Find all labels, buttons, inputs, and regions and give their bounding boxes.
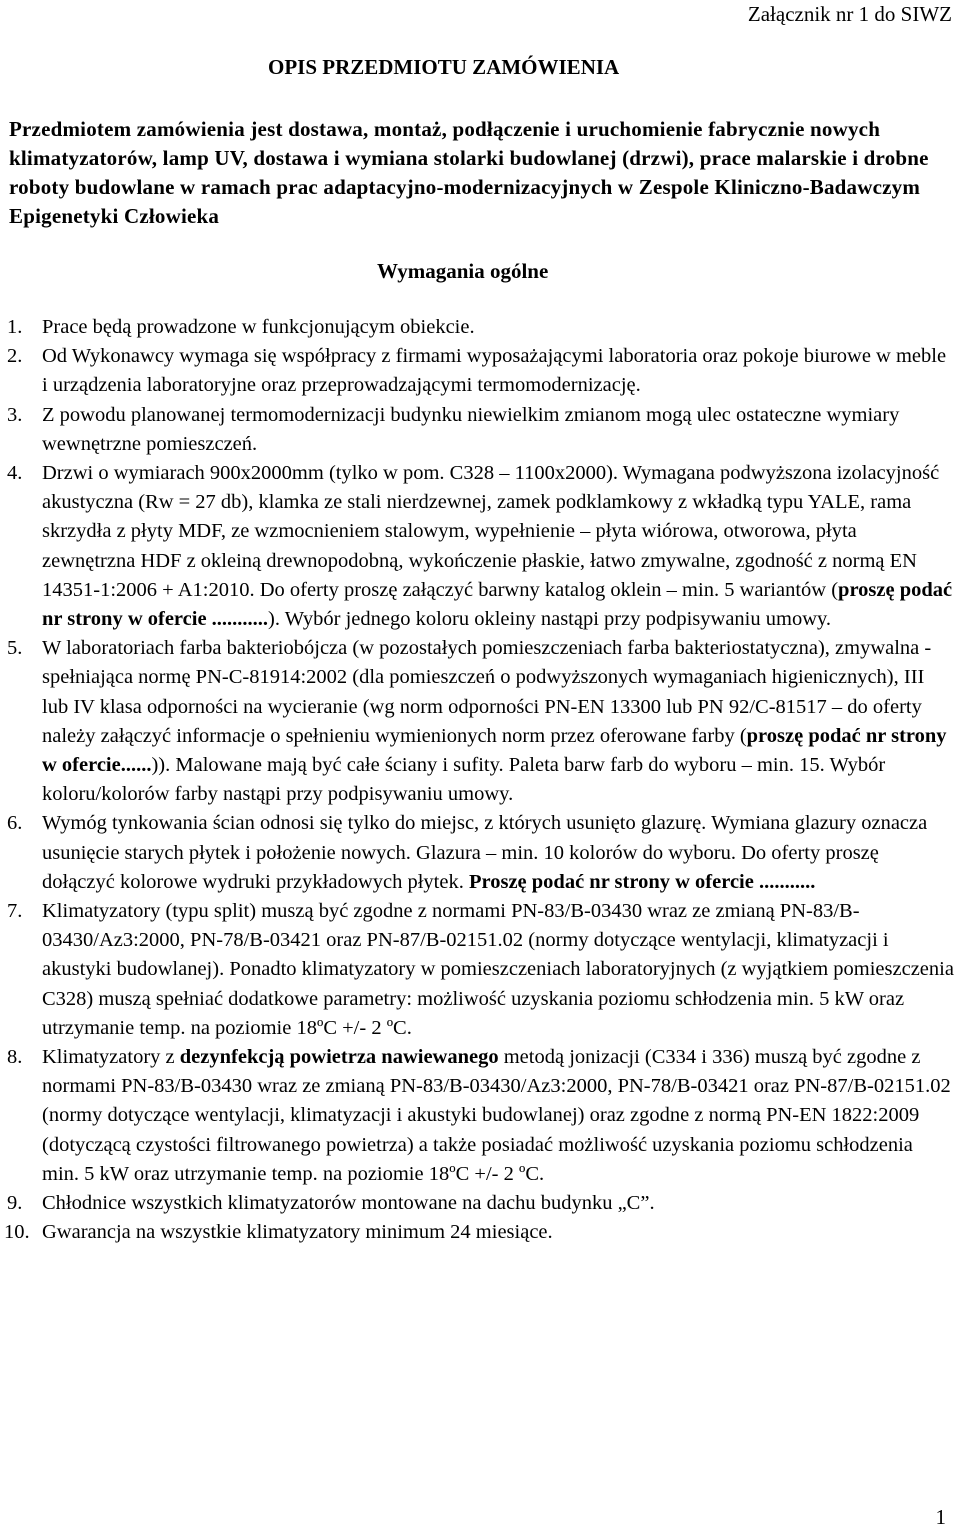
bold-text: proszę podać nr strony w ofercie...... <box>42 724 947 777</box>
requirement-number: 4. <box>7 462 23 485</box>
text-run: Klimatyzatory z <box>42 1046 180 1069</box>
requirement-item <box>0 342 955 400</box>
text-run: ). Wybór jednego koloru okleiny nastąpi przy podpisywaniu umowy. <box>268 608 832 631</box>
requirement-text <box>42 1043 955 1189</box>
annex-label: Załącznik nr 1 do SIWZ <box>747 2 952 26</box>
requirement-item <box>0 459 955 634</box>
requirement-text <box>42 634 955 809</box>
requirement-number: 7. <box>7 900 23 923</box>
bold-text: dezynfekcją powietrza nawiewanego <box>179 1046 499 1069</box>
requirement-item <box>0 809 955 897</box>
requirement-number: 3. <box>7 403 23 426</box>
text-run: Klimatyzatory (typu split) muszą być zgodne z normami PN-83/B-03430 wraz ze zmianą PN-83/B-03430/Az3:2000, PN-78/B-03421 oraz PN-87/B-02151.02 (normy dotyczące wentylacji, klimatyzacji i akustyki budowlanej). Ponadto klimatyzatory w pomieszczeniach laboratoryjnych (z wyjątkiem pomieszczenia C328) muszą spełniać dodatkowe parametry: możliwość uzyskania poziomu schłodzenia min. 5 kW oraz utrzymanie temp. na poziomie 18ºC +/- 2 ºC. <box>42 900 954 1039</box>
requirement-text <box>42 897 955 1043</box>
requirement-number: 9. <box>7 1192 23 1215</box>
page-number: 1 <box>935 1505 946 1529</box>
text-run: Wymóg tynkowania ścian odnosi się tylko do miejsc, z których usunięto glazurę. Wymiana glazury oznacza usunięcie starych płytek i położenie nowych. Glazura – min. 10 kolorów do wyboru. Do oferty proszę dołączyć kolorowe wydruki przykładowych płytek. <box>42 812 928 893</box>
text-run: Od Wykonawcy wymaga się współpracy z firmami wyposażającymi laboratoria oraz pokoje biurowe w meble i urządzenia laboratoryjne oraz przeprowadzającymi termomodernizację. <box>42 345 947 397</box>
requirement-item <box>0 313 955 342</box>
requirement-text <box>42 1218 955 1247</box>
requirement-item <box>0 1043 955 1189</box>
requirement-number: 5. <box>7 637 23 660</box>
requirement-item <box>0 897 955 1043</box>
bold-text: Proszę podać nr strony w ofercie ........... <box>468 870 816 893</box>
text-run: metodą jonizacji (C334 i 336) muszą być zgodne z normami PN-83/B-03430 wraz ze zmianą PN-83/B-03430/Az3:2000, PN-78/B-03421 oraz PN-87/B-02151.02 (normy dotyczące wentylacji, klimatyzacji i akustyki budowlanej) oraz zgodne z normą PN-EN 1822:2009 (dotyczącą czystości filtrowanego powietrza) a także posiadać możliwość uzyskania poziomu schłodzenia min. 5 kW oraz utrzymanie temp. na poziomie 18ºC +/- 2 ºC. <box>42 1046 951 1185</box>
text-run: Gwarancja na wszystkie klimatyzatory minimum 24 miesiące. <box>42 1221 553 1244</box>
requirement-text <box>42 459 955 634</box>
requirements-list <box>0 313 955 1248</box>
document-title: OPIS PRZEDMIOTU ZAMÓWIENIA <box>268 55 620 79</box>
requirement-text <box>42 401 955 459</box>
requirement-text <box>42 313 955 342</box>
text-run: W laboratoriach farba bakteriobójcza (w pozostałych pomieszczeniach farba bakteriostatyczna), zmywalna - spełniająca normę PN-C-81914:2002 (dla pomieszczeń o podwyższonych wymaganiach higienicznych), III lub IV klasa odporności na wycieranie (wg norm odporności PN-EN 13300 lub PN 92/C-81517 – do oferty należy załączyć informacje o spełnieniu wymienionych norm przez oferowane farby ( <box>42 637 932 747</box>
text-run: Chłodnice wszystkich klimatyzatorów montowane na dachu budynku „C”. <box>42 1192 655 1215</box>
text-run: )). Malowane mają być całe ściany i sufity. Paleta barw farb do wyboru – min. 15. Wybór koloru/kolorów farby nastąpi przy podpisywaniu umowy. <box>42 754 886 806</box>
requirement-item <box>0 1218 955 1247</box>
section-heading: Wymagania ogólne <box>377 259 549 283</box>
intro-paragraph: Przedmiotem zamówienia jest dostawa, montaż, podłączenie i uruchomienie fabrycznie nowych klimatyzatorów, lamp UV, dostawa i wymiana stolarki budowlanej (drzwi), prace malarskie i drobne roboty budowlane w ramach prac adaptacyjno-modernizacyjnych w Zespole Kliniczno-Badawczym Epigenetyki Człowieka <box>9 117 929 228</box>
requirement-item <box>0 401 955 459</box>
requirement-number: 2. <box>7 345 23 368</box>
requirement-number: 8. <box>7 1046 23 1069</box>
requirement-item <box>0 1189 955 1218</box>
text-run: Prace będą prowadzone w funkcjonującym obiekcie. <box>42 316 475 338</box>
text-run: Drzwi o wymiarach 900x2000mm (tylko w pom. C328 – 1100x2000). Wymagana podwyższona izolacyjność akustyczna (Rw = 27 db), klamka ze stali nierdzewnej, zamek podklamkowy z wkładką typu YALE, rama skrzydła z płyty MDF, ze wzmocnieniem stalowym, wypełnienie – płyta wiórowa, otworowa, płyta zewnętrzna HDF z okleiną drewnopodobną, wykończenie płaskie, łatwo zmywalne, zgodność z normą EN 14351-1:2006 + A1:2010. Do oferty proszę załączyć barwny katalog oklein – min. 5 wariantów ( <box>42 462 940 601</box>
requirement-text <box>42 1189 955 1218</box>
requirement-item <box>0 634 955 809</box>
requirement-text <box>42 809 955 897</box>
requirement-number: 6. <box>7 812 23 835</box>
requirement-text <box>42 342 955 400</box>
requirement-number: 10. <box>4 1221 30 1244</box>
bold-text: proszę podać nr strony w ofercie ........... <box>42 578 953 631</box>
requirement-number: 1. <box>7 316 23 338</box>
text-run: Z powodu planowanej termomodernizacji budynku niewielkim zmianom mogą ulec ostateczne wymiary wewnętrzne pomieszczeń. <box>42 403 900 455</box>
